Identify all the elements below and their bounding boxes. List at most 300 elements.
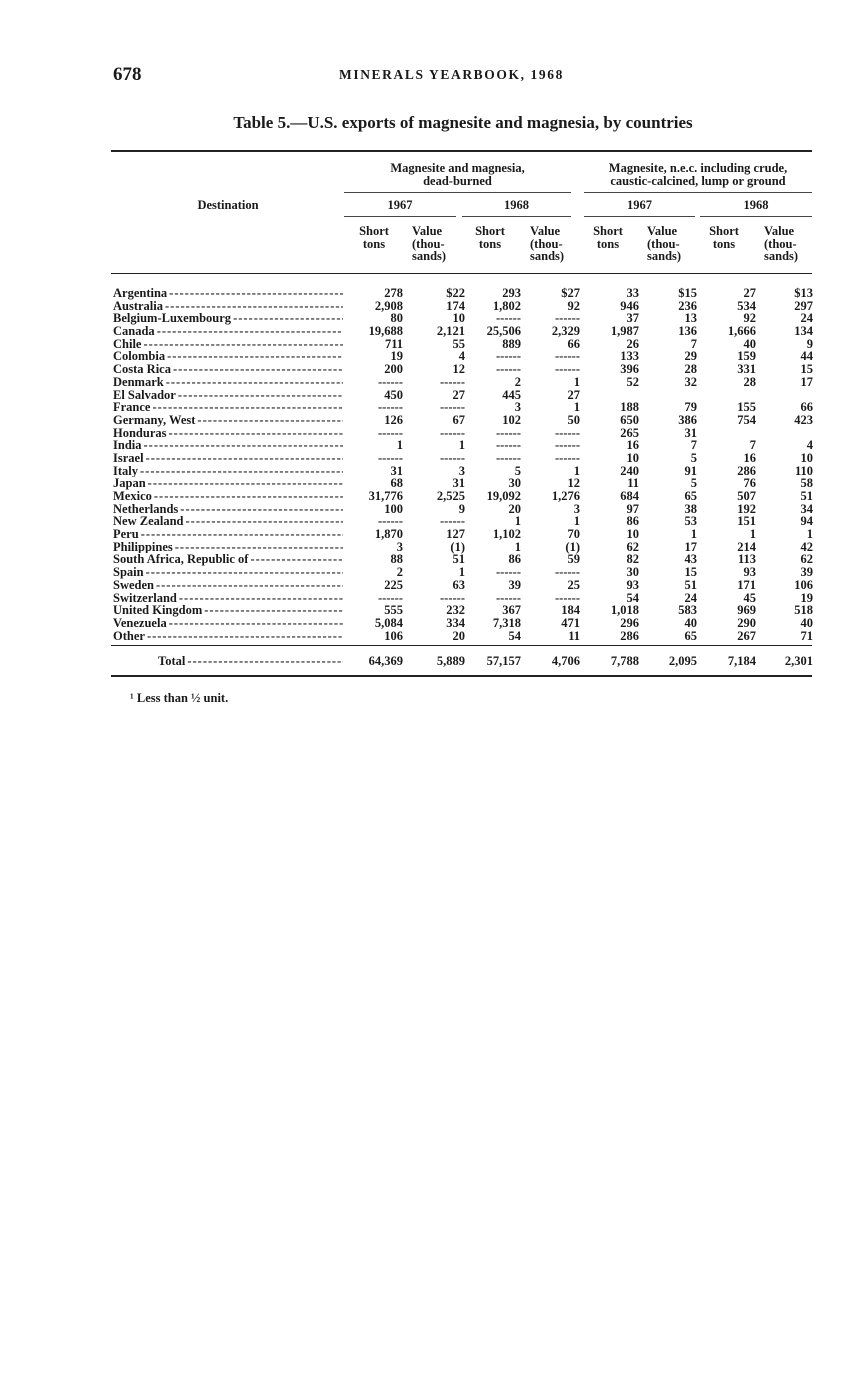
cell: 10 — [800, 450, 813, 465]
cell: 9 — [458, 501, 465, 516]
cell: 80 — [390, 311, 403, 326]
row-destination: New Zealand ----- — [113, 515, 343, 528]
total-cell: 57,157 — [486, 654, 521, 668]
cell: 367 — [502, 603, 521, 618]
cell: 10 — [452, 311, 465, 326]
cell: ------ — [440, 590, 465, 605]
cell: ------ — [496, 450, 521, 465]
cell: 63 — [452, 577, 465, 592]
row-destination: Argentina ----- — [113, 287, 343, 300]
cell: 27 — [743, 286, 756, 300]
footnote: ¹ Less than ½ unit. — [130, 691, 229, 705]
cell: 2 — [396, 565, 403, 580]
cell: 754 — [737, 412, 756, 427]
table-row — [113, 604, 813, 617]
cell: 82 — [626, 552, 639, 567]
cell: 7 — [690, 336, 697, 351]
cell: 70 — [567, 527, 580, 542]
cell: 188 — [620, 400, 639, 415]
cell: 396 — [620, 362, 639, 377]
cell: ------ — [496, 438, 521, 453]
table-row — [113, 363, 813, 376]
cell: 66 — [800, 400, 813, 415]
cell: 66 — [567, 336, 580, 351]
cell: 15 — [800, 362, 813, 377]
cell: 93 — [626, 577, 639, 592]
cell: 51 — [684, 577, 697, 592]
cell: 93 — [743, 565, 756, 580]
cell: 1,102 — [492, 527, 521, 542]
col-header-line: Short — [593, 224, 623, 238]
col-header-value — [647, 225, 703, 263]
cell: 267 — [737, 628, 756, 643]
cell: 19,092 — [486, 489, 521, 503]
cell: 174 — [446, 298, 465, 313]
row-destination: Chile ----- — [113, 338, 343, 351]
cell: 58 — [800, 476, 813, 491]
cell: 76 — [743, 476, 756, 491]
cell: ------ — [378, 400, 403, 415]
cell: 79 — [684, 400, 697, 415]
cell: 42 — [800, 539, 813, 554]
cell: 159 — [737, 349, 756, 364]
table-row — [113, 325, 813, 338]
cell: (1) — [450, 539, 465, 554]
cell: 11 — [627, 476, 639, 491]
cell: 31 — [684, 425, 697, 440]
cell: 4 — [458, 349, 465, 364]
year-rule-g2-1967 — [584, 216, 695, 217]
cell: 67 — [452, 412, 465, 427]
cell: 10 — [626, 450, 639, 465]
col-header-value — [530, 225, 586, 263]
cell: 51 — [800, 489, 813, 503]
table-row — [113, 287, 813, 300]
destination-header: Destination — [197, 198, 259, 212]
cell: 3 — [514, 400, 521, 415]
group1-header-line1: Magnesite and magnesia, — [390, 161, 525, 175]
cell: ------ — [378, 374, 403, 389]
cell: 44 — [800, 349, 813, 364]
row-destination: Belgium-Luxembourg ----- — [113, 312, 343, 325]
year-rule-g1-1968 — [462, 216, 571, 217]
table-row — [113, 452, 813, 465]
row-destination: Philippines ----- — [113, 541, 343, 554]
cell: 1,018 — [610, 603, 639, 618]
cell: 2 — [514, 374, 521, 389]
cell: 13 — [684, 311, 697, 326]
cell: 86 — [508, 552, 521, 567]
cell: 65 — [684, 628, 697, 643]
cell: 334 — [446, 615, 465, 630]
cell: 19 — [800, 590, 813, 605]
cell: 33 — [626, 286, 639, 300]
col-header-line: Value — [412, 224, 443, 238]
cell: 127 — [446, 527, 465, 542]
cell: ------ — [555, 311, 580, 326]
cell: 91 — [684, 463, 697, 478]
cell: ------ — [555, 590, 580, 605]
table-row — [113, 566, 813, 579]
cell: 102 — [502, 412, 521, 427]
cell: ------ — [378, 450, 403, 465]
cell: 1 — [573, 400, 580, 415]
cell: ------ — [555, 565, 580, 580]
cell: 296 — [620, 615, 639, 630]
group1-rule — [344, 192, 571, 193]
cell: 31 — [390, 463, 403, 478]
row-destination: United Kingdom ----- — [113, 604, 343, 617]
cell: 24 — [800, 311, 813, 326]
cell: 68 — [390, 476, 403, 491]
cell: 214 — [737, 539, 756, 554]
table-row — [113, 528, 813, 541]
header-bottom-rule — [111, 273, 812, 274]
year-header-g2-1968: 1968 — [743, 198, 769, 212]
total-cell: 7,184 — [727, 654, 756, 668]
cell: 94 — [800, 514, 813, 529]
col-header-short-tons — [462, 225, 518, 250]
cell: 2,908 — [374, 298, 403, 313]
cell: 3 — [396, 539, 403, 554]
group2-rule — [584, 192, 812, 193]
group1-header — [344, 162, 571, 187]
col-header-line: Short — [359, 224, 389, 238]
cell: 1,987 — [610, 324, 639, 339]
total-cell: 64,369 — [368, 654, 403, 668]
cell: 52 — [626, 374, 639, 389]
cell: 31,776 — [368, 489, 403, 503]
cell: 106 — [384, 628, 403, 643]
cell: 1 — [573, 514, 580, 529]
row-destination: El Salvador ----- — [113, 389, 343, 402]
table-row — [113, 401, 813, 414]
total-cell: 5,889 — [436, 654, 465, 668]
cell: $27 — [561, 286, 580, 300]
cell: 50 — [567, 412, 580, 427]
cell: 151 — [737, 514, 756, 529]
cell: ------ — [555, 450, 580, 465]
cell: 240 — [620, 463, 639, 478]
cell: ------ — [555, 438, 580, 453]
row-destination: Netherlands ----- — [113, 503, 343, 516]
group2-header-line1: Magnesite, n.e.c. including crude, — [608, 161, 788, 175]
cell: 946 — [620, 298, 639, 313]
row-destination: France ----- — [113, 401, 343, 414]
col-header-line: Short — [475, 224, 505, 238]
page-number: 678 — [113, 64, 142, 85]
cell: 92 — [567, 298, 580, 313]
cell: 55 — [452, 336, 465, 351]
total-cell: 2,301 — [784, 654, 813, 668]
cell: 34 — [800, 501, 813, 516]
cell: 43 — [684, 552, 697, 567]
row-destination: Honduras ----- — [113, 427, 343, 440]
cell: 25 — [567, 577, 580, 592]
cell: 331 — [737, 362, 756, 377]
table-row — [113, 630, 813, 643]
cell: 7,318 — [492, 615, 521, 630]
cell: 20 — [508, 501, 521, 516]
col-header-line: tons — [712, 236, 736, 251]
cell: 1 — [458, 565, 465, 580]
cell: 5 — [514, 463, 521, 478]
year-header-g1-1968: 1968 — [504, 198, 529, 212]
cell: 97 — [626, 501, 639, 516]
cell: 51 — [452, 552, 465, 567]
group1-header-line2: dead-burned — [423, 173, 492, 188]
total-cell: 2,095 — [668, 654, 697, 668]
cell: 40 — [684, 615, 697, 630]
cell: 171 — [737, 577, 756, 592]
group2-header-line2: caustic-calcined, lump or ground — [610, 173, 786, 188]
row-destination: Japan ----- — [113, 477, 343, 490]
page-header — [113, 64, 813, 86]
col-header-line: (thou- — [412, 236, 445, 251]
total-label: Total ----- — [158, 654, 343, 668]
cell: ------ — [440, 400, 465, 415]
table-row — [113, 490, 813, 503]
cell: 7 — [690, 438, 697, 453]
cell: 650 — [620, 412, 639, 427]
cell: 106 — [794, 577, 813, 592]
cell: 113 — [737, 552, 756, 567]
cell: 1,666 — [727, 324, 756, 339]
cell: 1 — [514, 514, 521, 529]
col-header-line: Short — [709, 224, 739, 238]
cell: 1,870 — [374, 527, 403, 542]
cell: ------ — [440, 450, 465, 465]
cell: 286 — [737, 463, 756, 478]
group2-header — [584, 162, 812, 187]
cell: 9 — [806, 336, 813, 351]
cell: 24 — [684, 590, 697, 605]
cell: 3 — [573, 501, 580, 516]
cell: 126 — [384, 412, 403, 427]
cell: 2,121 — [436, 324, 465, 339]
cell: ------ — [378, 514, 403, 529]
cell: 155 — [737, 400, 756, 415]
row-destination: South Africa, Republic of ----- — [113, 553, 343, 566]
cell: 37 — [626, 311, 639, 326]
cell: 32 — [684, 374, 697, 389]
year-header-g1-1967: 1967 — [387, 198, 413, 212]
cell: 40 — [800, 615, 813, 630]
row-destination: Spain ----- — [113, 566, 343, 579]
year-rule-g1-1967 — [344, 216, 456, 217]
cell: 534 — [737, 298, 756, 313]
cell: 423 — [794, 412, 813, 427]
cell: ------ — [496, 311, 521, 326]
cell: 29 — [684, 349, 697, 364]
cell: 232 — [446, 603, 465, 618]
cell: 293 — [502, 286, 521, 300]
table-body — [113, 287, 813, 642]
cell: 27 — [452, 387, 465, 402]
cell: 86 — [626, 514, 639, 529]
year-rule-g2-1968 — [700, 216, 812, 217]
table-row — [113, 579, 813, 592]
cell: 507 — [737, 489, 756, 503]
cell: ------ — [496, 425, 521, 440]
cell: 12 — [452, 362, 465, 377]
cell: 30 — [508, 476, 521, 491]
cell: 62 — [800, 552, 813, 567]
cell: 1 — [573, 463, 580, 478]
cell: 1,276 — [551, 489, 580, 503]
cell: 471 — [561, 615, 580, 630]
cell: 450 — [384, 387, 403, 402]
cell: 15 — [684, 565, 697, 580]
row-destination: Italy ----- — [113, 465, 343, 478]
col-header-short-tons — [346, 225, 402, 250]
cell: 65 — [684, 489, 697, 503]
total-top-rule — [111, 645, 812, 646]
cell: 5 — [690, 450, 697, 465]
table-bottom-rule — [111, 675, 812, 677]
cell: 583 — [678, 603, 697, 618]
cell: 10 — [626, 527, 639, 542]
cell: 110 — [794, 463, 813, 478]
cell: ------ — [440, 425, 465, 440]
cell: 969 — [737, 603, 756, 618]
cell: 11 — [568, 628, 580, 643]
cell: 39 — [508, 577, 521, 592]
cell: 7 — [749, 438, 756, 453]
cell: 19 — [390, 349, 403, 364]
row-destination: Colombia ----- — [113, 350, 343, 363]
cell: 711 — [384, 336, 403, 351]
row-destination: Germany, West ----- — [113, 414, 343, 427]
cell: 53 — [684, 514, 697, 529]
cell: 28 — [743, 374, 756, 389]
col-header-short-tons — [696, 225, 752, 250]
cell: ------ — [496, 590, 521, 605]
col-header-line: Value — [530, 224, 561, 238]
col-header-line: (thou- — [647, 236, 680, 251]
cell: 25,506 — [486, 324, 521, 339]
cell: 1 — [690, 527, 697, 542]
cell: 45 — [743, 590, 756, 605]
row-destination: Venezuela ----- — [113, 617, 343, 630]
cell: 2,329 — [551, 324, 580, 339]
row-destination: Costa Rica ----- — [113, 363, 343, 376]
cell: 20 — [452, 628, 465, 643]
cell: 39 — [800, 565, 813, 580]
cell: 445 — [502, 387, 521, 402]
cell: 88 — [390, 552, 403, 567]
col-header-line: sands) — [647, 249, 682, 263]
cell: 16 — [626, 438, 639, 453]
col-header-short-tons — [580, 225, 636, 250]
table-row — [113, 414, 813, 427]
cell: ------ — [555, 349, 580, 364]
cell: 1 — [514, 539, 521, 554]
row-destination: Sweden ----- — [113, 579, 343, 592]
cell: 386 — [678, 412, 697, 427]
year-header-g2-1967: 1967 — [627, 198, 652, 212]
total-row — [113, 654, 813, 668]
cell: 286 — [620, 628, 639, 643]
row-destination: Canada ----- — [113, 325, 343, 338]
table-row — [113, 617, 813, 630]
cell: 30 — [626, 565, 639, 580]
cell: 1 — [749, 527, 756, 542]
cell: $22 — [446, 286, 465, 300]
cell: 3 — [458, 463, 465, 478]
row-destination: Switzerland ----- — [113, 592, 343, 605]
total-cell: 4,706 — [551, 654, 580, 668]
row-destination: Peru ----- — [113, 528, 343, 541]
cell: 4 — [806, 438, 813, 453]
col-header-line: (thou- — [530, 236, 563, 251]
row-destination: Israel ----- — [113, 452, 343, 465]
cell: 2,525 — [436, 489, 465, 503]
cell: 1,802 — [492, 298, 521, 313]
cell: 278 — [384, 286, 403, 300]
cell: 12 — [567, 476, 580, 491]
row-destination: Other ----- — [113, 630, 343, 643]
cell: 59 — [567, 552, 580, 567]
col-header-line: Value — [764, 224, 795, 238]
row-destination: Australia ----- — [113, 300, 343, 313]
cell: ------ — [555, 425, 580, 440]
cell: ------ — [440, 514, 465, 529]
running-title: MINERALS YEARBOOK, 1968 — [339, 67, 564, 82]
cell: 38 — [684, 501, 697, 516]
row-destination: Denmark ----- — [113, 376, 343, 389]
cell: 265 — [620, 425, 639, 440]
cell: 290 — [737, 615, 756, 630]
cell: 136 — [678, 324, 697, 339]
col-header-value — [412, 225, 468, 263]
cell: ------ — [378, 590, 403, 605]
col-header-line: tons — [362, 236, 386, 251]
cell: 684 — [620, 489, 639, 503]
cell: 1 — [806, 527, 813, 542]
cell: 62 — [626, 539, 639, 554]
cell: 71 — [800, 628, 813, 643]
cell: 54 — [626, 590, 639, 605]
cell: 5 — [690, 476, 697, 491]
cell: 92 — [743, 311, 756, 326]
cell: 19,688 — [368, 324, 403, 339]
cell: 518 — [794, 603, 813, 618]
cell: 1 — [396, 438, 403, 453]
col-header-line: tons — [478, 236, 502, 251]
cell: 5,084 — [374, 615, 403, 630]
cell: 1 — [458, 438, 465, 453]
cell: 133 — [620, 349, 639, 364]
total-cell: 7,788 — [610, 654, 639, 668]
cell: 16 — [743, 450, 756, 465]
cell: $15 — [678, 286, 697, 300]
cell: 40 — [743, 336, 756, 351]
cell: 27 — [567, 387, 580, 402]
cell: 889 — [502, 336, 521, 351]
table-top-rule — [111, 150, 812, 152]
cell: ------ — [555, 362, 580, 377]
cell: 200 — [384, 362, 403, 377]
cell: 31 — [452, 476, 465, 491]
cell: 184 — [561, 603, 580, 618]
cell: ------ — [378, 425, 403, 440]
cell: 17 — [800, 374, 813, 389]
cell: 297 — [794, 298, 813, 313]
cell: ------ — [496, 565, 521, 580]
cell: 100 — [384, 501, 403, 516]
cell: 26 — [626, 336, 639, 351]
